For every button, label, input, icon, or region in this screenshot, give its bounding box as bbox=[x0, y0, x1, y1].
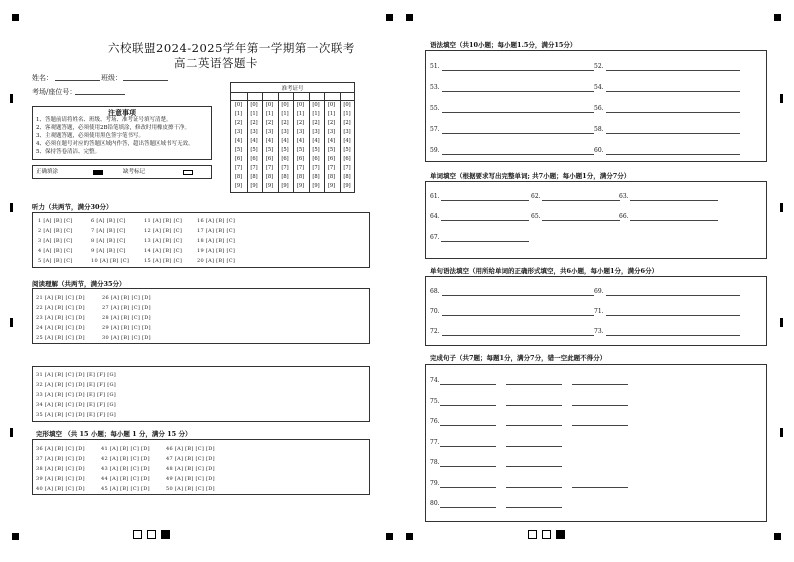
missing-mark-label: 缺考标记 bbox=[123, 169, 146, 175]
listening-option-row[interactable]: 13 [A] [B] [C] bbox=[144, 238, 183, 244]
word-fill-answer-line[interactable] bbox=[542, 220, 620, 221]
listening-option-row[interactable]: 8 [A] [B] [C] bbox=[91, 238, 126, 244]
reading-option-row[interactable]: 27 [A] [B] [C] [D] bbox=[102, 305, 151, 311]
exam-digit-bubble[interactable]: [2] bbox=[250, 120, 258, 126]
exam-digit-bubble[interactable]: [0] bbox=[265, 102, 274, 108]
exam-digit-bubble[interactable]: [1] bbox=[343, 111, 351, 117]
grammar-answer-line[interactable] bbox=[442, 154, 594, 155]
exam-digit-bubble[interactable]: [3] bbox=[312, 129, 320, 135]
cloze-option-row[interactable]: 41 [A] [B] [C] [D] bbox=[101, 446, 150, 452]
class-field[interactable] bbox=[123, 80, 168, 81]
exam-digit-bubble[interactable]: [3] bbox=[234, 129, 243, 135]
exam-digit-bubble[interactable]: [0] bbox=[312, 102, 320, 108]
grammar-answer-line[interactable] bbox=[606, 154, 740, 155]
exam-digit-bubble[interactable]: [7] bbox=[343, 165, 351, 171]
word-fill-number: 62. bbox=[531, 193, 541, 200]
grammar-number: 52. bbox=[594, 63, 604, 70]
exam-digit-bubble[interactable]: [0] bbox=[296, 102, 305, 108]
reading-7-option-row[interactable]: 35 [A] [B] [C] [D] [E] [F] [G] bbox=[36, 412, 117, 418]
exam-digit-bubble[interactable]: [1] bbox=[234, 111, 243, 117]
listening-option-row[interactable]: 3 [A] [B] [C] bbox=[38, 238, 73, 244]
complete-sentence-answer-line[interactable] bbox=[440, 425, 496, 426]
sentence-grammar-answer-line[interactable] bbox=[606, 315, 740, 316]
exam-digit-bubble[interactable]: [5] bbox=[343, 147, 351, 153]
exam-digit-bubble[interactable]: [6] bbox=[343, 156, 351, 162]
grammar-answer-line[interactable] bbox=[606, 133, 740, 134]
notice-box bbox=[32, 106, 212, 160]
grammar-number: 53. bbox=[430, 84, 440, 91]
grammar-answer-line[interactable] bbox=[442, 91, 594, 92]
exam-digit-bubble[interactable]: [8] bbox=[296, 174, 305, 180]
exam-digit-bubble[interactable]: [5] bbox=[234, 147, 243, 153]
exam-digit-bubble[interactable]: [2] bbox=[265, 120, 274, 126]
listening-option-row[interactable]: 11 [A] [B] [C] bbox=[144, 218, 183, 224]
complete-sentence-answer-line[interactable] bbox=[440, 446, 496, 447]
exam-digit-bubble[interactable]: [4] bbox=[312, 138, 320, 144]
exam-digit-bubble[interactable]: [3] bbox=[327, 129, 336, 135]
reading-option-row[interactable]: 26 [A] [B] [C] [D] bbox=[102, 295, 151, 301]
listening-option-row[interactable]: 16 [A] [B] [C] bbox=[197, 218, 236, 224]
exam-column-divider bbox=[324, 92, 325, 192]
listening-option-row[interactable]: 7 [A] [B] [C] bbox=[91, 228, 126, 234]
exam-digit-bubble[interactable]: [5] bbox=[327, 147, 336, 153]
exam-digit-bubble[interactable]: [4] bbox=[296, 138, 305, 144]
cloze-option-row[interactable]: 50 [A] [B] [C] [D] bbox=[166, 486, 215, 492]
name-label: 姓名： bbox=[32, 74, 53, 82]
cloze-option-row[interactable]: 42 [A] [B] [C] [D] bbox=[101, 456, 150, 462]
exam-digit-bubble[interactable]: [0] bbox=[250, 102, 258, 108]
notice-title: 注意事项 bbox=[108, 108, 136, 117]
grammar-number: 54. bbox=[594, 84, 604, 91]
exam-digit-bubble[interactable]: [7] bbox=[296, 165, 305, 171]
listening-option-row[interactable]: 18 [A] [B] [C] bbox=[197, 238, 236, 244]
exam-digit-bubble[interactable]: [1] bbox=[312, 111, 320, 117]
complete-sentence-answer-line[interactable] bbox=[440, 384, 496, 385]
notice-item: 1、答题前请将姓名、班级、考场、准考证号填写清楚。 bbox=[36, 117, 172, 123]
reading-7-option-row[interactable]: 33 [A] [B] [C] [D] [E] [F] [G] bbox=[36, 392, 117, 398]
listening-option-row[interactable]: 15 [A] [B] [C] bbox=[144, 258, 183, 264]
listening-option-row[interactable]: 1 [A] [B] [C] bbox=[38, 218, 73, 224]
grammar-answer-line[interactable] bbox=[606, 91, 740, 92]
cloze-option-row[interactable]: 40 [A] [B] [C] [D] bbox=[36, 486, 85, 492]
corner-marker bbox=[406, 14, 413, 21]
exam-digit-bubble[interactable]: [0] bbox=[234, 102, 243, 108]
sentence-grammar-title: 单句语法填空（用所给单词的正确形式填空，共6小题，每小题1分，满分6分） bbox=[430, 267, 659, 275]
exam-digit-bubble[interactable]: [2] bbox=[281, 120, 289, 126]
exam-digit-bubble[interactable]: [5] bbox=[265, 147, 274, 153]
complete-sentence-answer-line[interactable] bbox=[572, 384, 628, 385]
page-title: 六校联盟2024-2025学年第一学期第一次联考 bbox=[108, 41, 355, 55]
listening-option-row[interactable]: 19 [A] [B] [C] bbox=[197, 248, 236, 254]
exam-digit-bubble[interactable]: [7] bbox=[265, 165, 274, 171]
sentence-grammar-number: 72. bbox=[430, 328, 440, 335]
word-fill-answer-line[interactable] bbox=[630, 200, 718, 201]
exam-digit-bubble[interactable]: [6] bbox=[250, 156, 258, 162]
reading-option-row[interactable]: 23 [A] [B] [C] [D] bbox=[36, 315, 85, 321]
complete-sentence-number: 78. bbox=[430, 459, 440, 466]
exam-digit-bubble[interactable]: [6] bbox=[234, 156, 243, 162]
exam-digit-bubble[interactable]: [8] bbox=[265, 174, 274, 180]
complete-sentence-number: 75. bbox=[430, 397, 440, 405]
exam-digit-bubble[interactable]: [8] bbox=[343, 174, 351, 180]
exam-digit-bubble[interactable]: [3] bbox=[343, 129, 351, 135]
listening-option-row[interactable]: 17 [A] [B] [C] bbox=[197, 228, 236, 234]
sentence-grammar-number: 68. bbox=[430, 288, 440, 295]
listening-option-row[interactable]: 9 [A] [B] [C] bbox=[91, 248, 126, 254]
reading-option-row[interactable]: 29 [A] [B] [C] [D] bbox=[102, 325, 151, 331]
cloze-option-row[interactable]: 38 [A] [B] [C] [D] bbox=[36, 466, 85, 472]
exam-digit-bubble[interactable]: [1] bbox=[265, 111, 274, 117]
exam-digit-bubble[interactable]: [6] bbox=[312, 156, 320, 162]
timing-mark bbox=[10, 203, 13, 212]
word-fill-answer-line[interactable] bbox=[630, 220, 718, 221]
grammar-title: 语法填空（共10小题；每小题1.5分，满分15分） bbox=[430, 41, 577, 49]
cloze-option-row[interactable]: 37 [A] [B] [C] [D] bbox=[36, 456, 85, 462]
complete-sentence-answer-line[interactable] bbox=[440, 466, 496, 467]
complete-sentence-answer-line[interactable] bbox=[572, 405, 628, 406]
exam-digit-bubble[interactable]: [3] bbox=[281, 129, 289, 135]
complete-sentence-number: 77. bbox=[430, 438, 440, 446]
timing-mark bbox=[10, 318, 13, 327]
exam-digit-bubble[interactable]: [6] bbox=[296, 156, 305, 162]
sentence-grammar-answer-line[interactable] bbox=[606, 295, 740, 296]
listening-option-row[interactable]: 10 [A] [B] [C] bbox=[91, 258, 130, 264]
page-marker bbox=[528, 530, 537, 539]
complete-sentence-box bbox=[425, 364, 767, 522]
corner-marker bbox=[386, 14, 393, 21]
grammar-answer-line[interactable] bbox=[442, 112, 594, 113]
corner-marker bbox=[12, 14, 19, 21]
reading-option-row[interactable]: 30 [A] [B] [C] [D] bbox=[102, 335, 151, 341]
cloze-option-row[interactable]: 49 [A] [B] [C] [D] bbox=[166, 476, 215, 482]
timing-mark bbox=[780, 203, 783, 212]
exam-digit-bubble[interactable]: [2] bbox=[296, 120, 305, 126]
exam-digit-bubble[interactable]: [6] bbox=[327, 156, 336, 162]
reading-option-row[interactable]: 21 [A] [B] [C] [D] bbox=[36, 295, 85, 301]
grammar-number: 59. bbox=[430, 147, 440, 154]
cloze-option-row[interactable]: 44 [A] [B] [C] [D] bbox=[101, 476, 150, 482]
exam-digit-bubble[interactable]: [4] bbox=[265, 138, 274, 144]
exam-column-divider bbox=[278, 92, 279, 192]
timing-mark bbox=[10, 94, 13, 103]
exam-digit-bubble[interactable]: [7] bbox=[250, 165, 258, 171]
exam-digit-bubble[interactable]: [0] bbox=[343, 102, 351, 108]
listening-option-row[interactable]: 5 [A] [B] [C] bbox=[38, 258, 73, 264]
page-subtitle: 高二英语答题卡 bbox=[174, 56, 258, 70]
listening-option-row[interactable]: 12 [A] [B] [C] bbox=[144, 228, 183, 234]
exam-digit-bubble[interactable]: [3] bbox=[265, 129, 274, 135]
exam-digit-bubble[interactable]: [1] bbox=[327, 111, 336, 117]
complete-sentence-title: 完成句子（共7题；每题1分，满分7分，错一空此题不得分） bbox=[430, 354, 607, 362]
sentence-grammar-answer-line[interactable] bbox=[442, 315, 594, 316]
exam-digit-bubble[interactable]: [9] bbox=[281, 183, 289, 189]
word-fill-answer-line[interactable] bbox=[542, 200, 620, 201]
complete-sentence-number: 80. bbox=[430, 500, 440, 507]
word-fill-answer-line[interactable] bbox=[441, 241, 529, 242]
exam-column-divider bbox=[247, 92, 248, 192]
word-fill-answer-line[interactable] bbox=[441, 200, 529, 201]
grammar-number: 51. bbox=[430, 63, 440, 70]
timing-mark bbox=[780, 94, 783, 103]
exam-digit-bubble[interactable]: [8] bbox=[327, 174, 336, 180]
exam-digit-bubble[interactable]: [9] bbox=[343, 183, 351, 189]
sentence-grammar-number: 73. bbox=[594, 328, 604, 335]
word-fill-number: 61. bbox=[430, 193, 440, 200]
grammar-number: 58. bbox=[594, 126, 604, 133]
exam-digit-bubble[interactable]: [8] bbox=[312, 174, 320, 180]
correct-fill-sample bbox=[93, 170, 103, 175]
complete-sentence-answer-line[interactable] bbox=[506, 405, 562, 406]
cloze-option-row[interactable]: 47 [A] [B] [C] [D] bbox=[166, 456, 215, 462]
cloze-title: 完形填空 （共 15 小题；每小题 1 分，满分 15 分） bbox=[36, 430, 192, 438]
exam-digit-bubble[interactable]: [8] bbox=[250, 174, 258, 180]
exam-digit-bubble[interactable]: [7] bbox=[281, 165, 289, 171]
exam-digit-bubble[interactable]: [9] bbox=[250, 183, 258, 189]
listening-option-row[interactable]: 4 [A] [B] [C] bbox=[38, 248, 73, 254]
listening-title: 听力（共两节，满分30分） bbox=[32, 203, 113, 211]
grammar-number: 57. bbox=[430, 126, 440, 133]
listening-option-row[interactable]: 20 [A] [B] [C] bbox=[197, 258, 236, 264]
reading-option-row[interactable]: 22 [A] [B] [C] [D] bbox=[36, 305, 85, 311]
sentence-grammar-number: 70. bbox=[430, 308, 440, 315]
complete-sentence-number: 76. bbox=[430, 418, 440, 425]
exam-digit-bubble[interactable]: [7] bbox=[327, 165, 336, 171]
complete-sentence-answer-line[interactable] bbox=[506, 446, 562, 447]
grammar-answer-line[interactable] bbox=[606, 70, 740, 71]
word-fill-number: 63. bbox=[619, 193, 629, 200]
word-fill-answer-line[interactable] bbox=[441, 220, 529, 221]
complete-sentence-answer-line[interactable] bbox=[506, 425, 562, 426]
reading-7-option-row[interactable]: 31 [A] [B] [C] [D] [E] [F] [G] bbox=[36, 372, 117, 378]
complete-sentence-answer-line[interactable] bbox=[440, 487, 496, 488]
corner-marker bbox=[774, 533, 781, 540]
complete-sentence-answer-line[interactable] bbox=[572, 425, 628, 426]
sentence-grammar-answer-line[interactable] bbox=[442, 335, 594, 336]
complete-sentence-answer-line[interactable] bbox=[506, 384, 562, 385]
exam-number-title: 准考证号 bbox=[281, 86, 304, 92]
exam-digit-bubble[interactable]: [5] bbox=[312, 147, 320, 153]
marks-box bbox=[32, 165, 212, 179]
exam-digit-bubble[interactable]: [6] bbox=[265, 156, 274, 162]
exam-digit-bubble[interactable]: [8] bbox=[234, 174, 243, 180]
word-fill-number: 67. bbox=[430, 234, 440, 241]
exam-digit-bubble[interactable]: [1] bbox=[296, 111, 305, 117]
exam-digit-bubble[interactable]: [9] bbox=[234, 183, 243, 189]
corner-marker bbox=[12, 533, 19, 540]
notice-item: 5、保持答卷清洁、完整。 bbox=[36, 149, 101, 155]
timing-mark bbox=[780, 318, 783, 327]
exam-column-divider bbox=[309, 92, 310, 192]
exam-digit-bubble[interactable]: [9] bbox=[312, 183, 320, 189]
class-label: 班级： bbox=[101, 74, 122, 82]
exam-digit-bubble[interactable]: [7] bbox=[234, 165, 243, 171]
exam-digit-bubble[interactable]: [4] bbox=[327, 138, 336, 144]
exam-digit-bubble[interactable]: [1] bbox=[281, 111, 289, 117]
seat-field[interactable] bbox=[75, 94, 125, 95]
cloze-option-row[interactable]: 48 [A] [B] [C] [D] bbox=[166, 466, 215, 472]
sentence-grammar-answer-line[interactable] bbox=[442, 295, 594, 296]
exam-digit-bubble[interactable]: [2] bbox=[234, 120, 243, 126]
complete-sentence-answer-line[interactable] bbox=[506, 507, 562, 508]
reading-title: 阅读理解（共两节，满分35分） bbox=[32, 280, 126, 288]
exam-column-divider bbox=[262, 92, 263, 192]
page-marker bbox=[161, 530, 170, 539]
correct-fill-label: 正确填涂 bbox=[36, 169, 59, 175]
word-fill-number: 64. bbox=[430, 213, 440, 220]
exam-digit-bubble[interactable]: [9] bbox=[265, 183, 274, 189]
word-fill-number: 66. bbox=[619, 213, 629, 220]
exam-digit-bubble[interactable]: [1] bbox=[250, 111, 258, 117]
exam-digit-bubble[interactable]: [4] bbox=[281, 138, 289, 144]
complete-sentence-number: 74. bbox=[430, 377, 440, 384]
complete-sentence-number: 79. bbox=[430, 479, 440, 487]
corner-marker bbox=[774, 14, 781, 21]
sentence-grammar-number: 71. bbox=[594, 308, 604, 315]
cloze-option-row[interactable]: 36 [A] [B] [C] [D] bbox=[36, 446, 85, 452]
complete-sentence-answer-line[interactable] bbox=[506, 466, 562, 467]
corner-marker bbox=[386, 533, 393, 540]
notice-item: 4、必须在题号对应的答题区域内作答，超出答题区域书写无效。 bbox=[36, 141, 194, 147]
word-fill-number: 65. bbox=[531, 213, 541, 220]
cloze-option-row[interactable]: 43 [A] [B] [C] [D] bbox=[101, 466, 150, 472]
notice-item: 2、客观题答题，必须使用2B铅笔填涂，修改时用橡皮擦干净。 bbox=[36, 125, 191, 131]
listening-option-row[interactable]: 14 [A] [B] [C] bbox=[144, 248, 183, 254]
timing-mark bbox=[780, 428, 783, 437]
exam-digit-bubble[interactable]: [3] bbox=[250, 129, 258, 135]
name-field[interactable] bbox=[55, 80, 100, 81]
exam-digit-bubble[interactable]: [8] bbox=[281, 174, 289, 180]
cloze-option-row[interactable]: 45 [A] [B] [C] [D] bbox=[101, 486, 150, 492]
listening-option-row[interactable]: 2 [A] [B] [C] bbox=[38, 228, 73, 234]
exam-digit-bubble[interactable]: [3] bbox=[296, 129, 305, 135]
grammar-answer-line[interactable] bbox=[442, 70, 594, 71]
corner-marker bbox=[406, 533, 413, 540]
exam-digit-bubble[interactable]: [5] bbox=[281, 147, 289, 153]
reading-7-option-row[interactable]: 34 [A] [B] [C] [D] [E] [F] [G] bbox=[36, 402, 117, 408]
grammar-number: 55. bbox=[430, 105, 440, 112]
grammar-number: 56. bbox=[594, 105, 604, 112]
sentence-grammar-number: 69. bbox=[594, 288, 604, 295]
word-fill-title: 单词填空（根据要求写出完整单词; 共7小题；每小题1分，满分7分） bbox=[430, 172, 631, 180]
exam-digit-bubble[interactable]: [4] bbox=[250, 138, 258, 144]
exam-digit-bubble[interactable]: [9] bbox=[327, 183, 336, 189]
missing-mark-checkbox[interactable] bbox=[183, 170, 193, 175]
listening-option-row[interactable]: 6 [A] [B] [C] bbox=[91, 218, 126, 224]
sentence-grammar-answer-line[interactable] bbox=[606, 335, 740, 336]
page-marker bbox=[147, 530, 156, 539]
cloze-option-row[interactable]: 39 [A] [B] [C] [D] bbox=[36, 476, 85, 482]
grammar-number: 60. bbox=[594, 147, 604, 154]
page-marker bbox=[133, 530, 142, 539]
complete-sentence-answer-line[interactable] bbox=[506, 487, 562, 488]
exam-digit-bubble[interactable]: [7] bbox=[312, 165, 320, 171]
exam-digit-bubble[interactable]: [4] bbox=[343, 138, 351, 144]
page-marker bbox=[556, 530, 565, 539]
exam-digit-bubble[interactable]: [6] bbox=[281, 156, 289, 162]
reading-option-row[interactable]: 28 [A] [B] [C] [D] bbox=[102, 315, 151, 321]
cloze-option-row[interactable]: 46 [A] [B] [C] [D] bbox=[166, 446, 215, 452]
exam-digit-bubble[interactable]: [9] bbox=[296, 183, 305, 189]
complete-sentence-answer-line[interactable] bbox=[572, 487, 628, 488]
exam-column-divider bbox=[293, 92, 294, 192]
exam-digit-bubble[interactable]: [0] bbox=[327, 102, 336, 108]
timing-mark bbox=[10, 428, 13, 437]
exam-digit-bubble[interactable]: [5] bbox=[296, 147, 305, 153]
grammar-answer-line[interactable] bbox=[606, 112, 740, 113]
seat-label: 考场/座位号： bbox=[32, 88, 77, 96]
complete-sentence-answer-line[interactable] bbox=[440, 507, 496, 508]
complete-sentence-answer-line[interactable] bbox=[440, 405, 496, 406]
exam-digit-bubble[interactable]: [2] bbox=[343, 120, 351, 126]
reading-option-row[interactable]: 24 [A] [B] [C] [D] bbox=[36, 325, 85, 331]
exam-digit-bubble[interactable]: [5] bbox=[250, 147, 258, 153]
exam-digit-bubble[interactable]: [0] bbox=[281, 102, 289, 108]
page-marker bbox=[542, 530, 551, 539]
notice-item: 3、主观题答题，必须使用黑色签字笔书写。 bbox=[36, 133, 145, 139]
exam-column-divider bbox=[340, 92, 341, 192]
grammar-answer-line[interactable] bbox=[442, 133, 594, 134]
exam-digit-bubble[interactable]: [2] bbox=[312, 120, 320, 126]
reading-option-row[interactable]: 25 [A] [B] [C] [D] bbox=[36, 335, 85, 341]
exam-digit-bubble[interactable]: [2] bbox=[327, 120, 336, 126]
reading-7-option-row[interactable]: 32 [A] [B] [C] [D] [E] [F] [G] bbox=[36, 382, 117, 388]
exam-digit-bubble[interactable]: [4] bbox=[234, 138, 243, 144]
